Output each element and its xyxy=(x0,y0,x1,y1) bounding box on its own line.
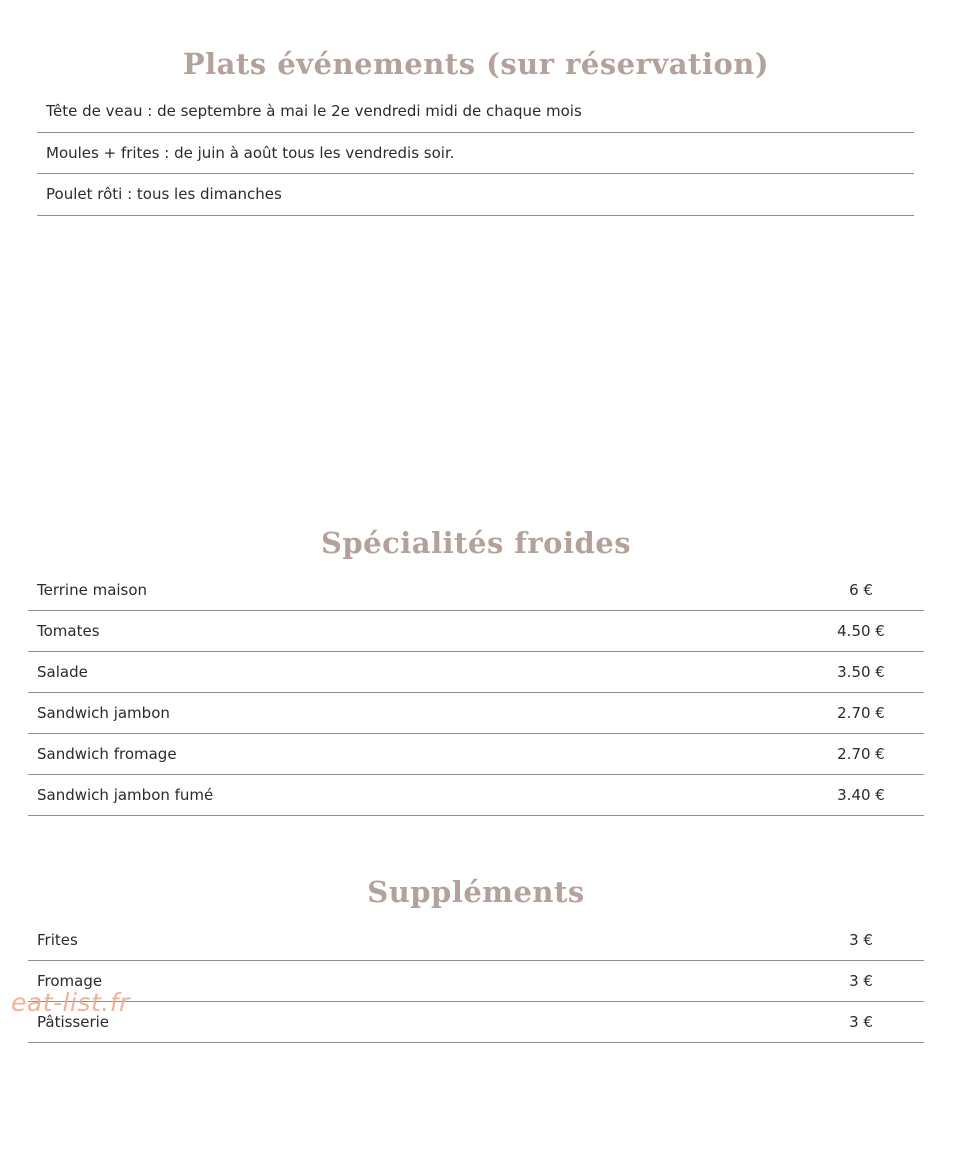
item-price: 2.70 € xyxy=(837,745,885,763)
item-price: 3.50 € xyxy=(837,663,885,681)
table-row xyxy=(28,611,924,652)
item-name: Fromage xyxy=(37,972,103,990)
cold-menu-list xyxy=(28,570,924,816)
event-item-text: Moules + frites : de juin à août tous les vendredis soir. xyxy=(46,143,455,162)
cold-section-title: Spécialités froides xyxy=(320,526,632,560)
item-price: 3 € xyxy=(849,972,873,990)
watermark: eat-list.fr xyxy=(11,988,130,1017)
list-item xyxy=(37,174,914,216)
item-price: 3 € xyxy=(849,931,873,949)
item-price: 2.70 € xyxy=(837,704,885,722)
item-name: Sandwich fromage xyxy=(37,745,177,763)
item-price: 3 € xyxy=(849,1013,873,1031)
supplements-list xyxy=(28,920,924,1043)
item-name: Terrine maison xyxy=(37,581,148,599)
item-name: Sandwich jambon xyxy=(37,704,170,722)
table-row xyxy=(28,652,924,693)
item-price: 3.40 € xyxy=(837,786,885,804)
events-list xyxy=(37,91,914,216)
events-section-title: Plats événements (sur réservation) xyxy=(182,47,770,81)
table-row xyxy=(28,775,924,816)
event-item-text: Tête de veau : de septembre à mai le 2e vendredi midi de chaque mois xyxy=(46,102,582,120)
table-row xyxy=(28,570,924,611)
item-name: Sandwich jambon fumé xyxy=(37,786,214,804)
item-name: Tomates xyxy=(37,622,100,640)
supplements-section-title: Suppléments xyxy=(367,875,585,909)
table-row xyxy=(28,693,924,734)
event-item-text: Poulet rôti : tous les dimanches xyxy=(46,185,282,203)
table-row xyxy=(28,734,924,775)
table-row xyxy=(28,920,924,961)
list-item xyxy=(37,91,914,133)
item-name: Pâtisserie xyxy=(37,1013,110,1031)
item-name: Salade xyxy=(37,663,88,681)
item-price: 4.50 € xyxy=(837,622,885,640)
table-row xyxy=(28,1002,924,1043)
item-name: Frites xyxy=(37,931,78,949)
table-row xyxy=(28,961,924,1002)
item-price: 6 € xyxy=(849,581,873,599)
list-item xyxy=(37,133,914,175)
